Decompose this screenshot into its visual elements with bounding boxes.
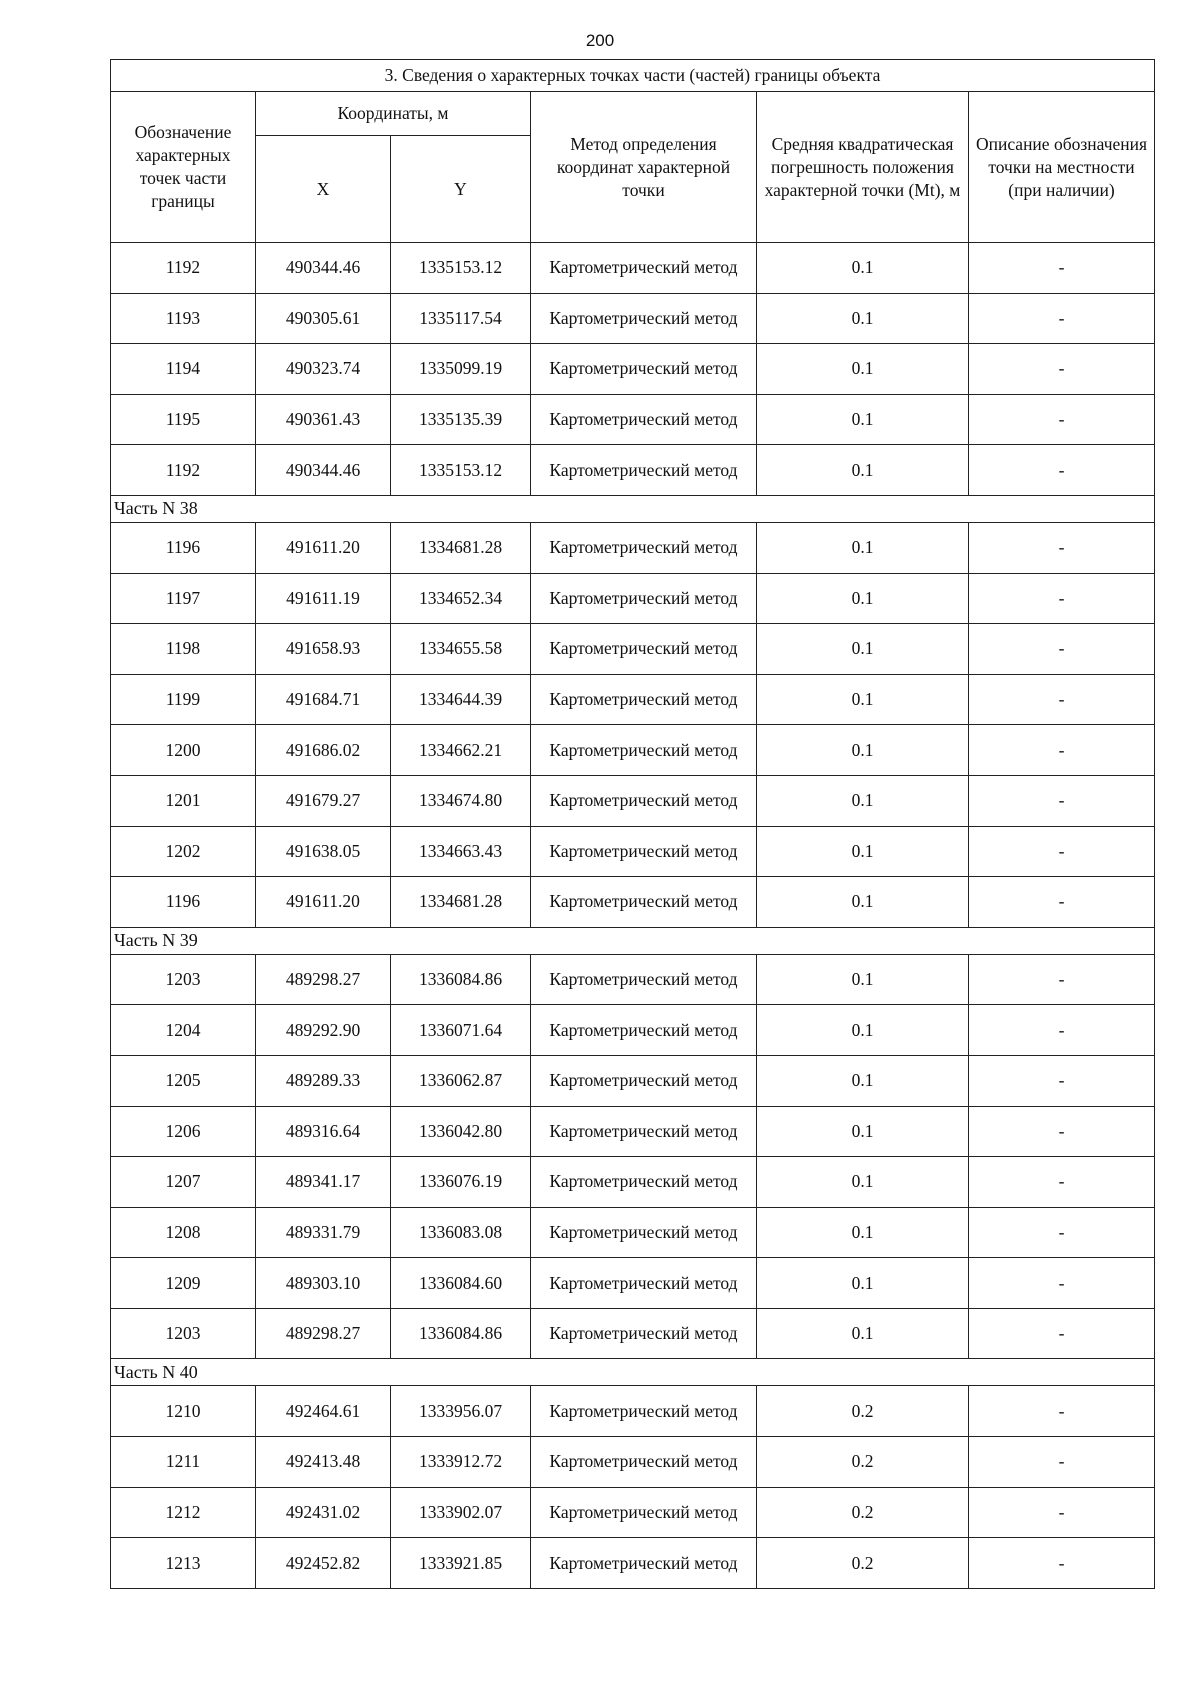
cell-x: 492413.48 xyxy=(256,1437,391,1488)
cell-y: 1336084.86 xyxy=(391,1308,531,1359)
cell-method: Картометрический метод xyxy=(531,1055,757,1106)
cell-y: 1335153.12 xyxy=(391,243,531,294)
cell-description: - xyxy=(969,243,1155,294)
table-row xyxy=(111,775,1155,826)
cell-y: 1336084.60 xyxy=(391,1258,531,1309)
table-row xyxy=(111,522,1155,573)
cell-point: 1210 xyxy=(111,1386,256,1437)
table-row xyxy=(111,293,1155,344)
cell-y: 1336083.08 xyxy=(391,1207,531,1258)
table-row xyxy=(111,394,1155,445)
cell-y: 1335135.39 xyxy=(391,394,531,445)
cell-x: 492452.82 xyxy=(256,1538,391,1589)
table-row xyxy=(111,1386,1155,1437)
cell-error: 0.1 xyxy=(757,522,969,573)
page-number: 200 xyxy=(585,31,615,50)
cell-x: 491638.05 xyxy=(256,826,391,877)
cell-error: 0.2 xyxy=(757,1538,969,1589)
cell-x: 491686.02 xyxy=(256,725,391,776)
cell-description: - xyxy=(969,1005,1155,1056)
cell-y: 1334663.43 xyxy=(391,826,531,877)
part-row xyxy=(111,927,1155,954)
section-title: 3. Сведения о характерных точках части (частей) границы объекта xyxy=(111,60,1155,92)
table-row xyxy=(111,826,1155,877)
cell-y: 1335153.12 xyxy=(391,445,531,496)
header-point-label: Обозначение характерных точек части границы xyxy=(111,92,256,243)
table-row xyxy=(111,1106,1155,1157)
cell-x: 492431.02 xyxy=(256,1487,391,1538)
table-row xyxy=(111,674,1155,725)
cell-description: - xyxy=(969,1308,1155,1359)
cell-point: 1207 xyxy=(111,1157,256,1208)
cell-description: - xyxy=(969,445,1155,496)
table-row xyxy=(111,1207,1155,1258)
cell-method: Картометрический метод xyxy=(531,445,757,496)
cell-x: 489298.27 xyxy=(256,1308,391,1359)
header-error: Средняя квадратическая погрешность положения характерной точки (Mt), м xyxy=(757,92,969,243)
cell-error: 0.1 xyxy=(757,243,969,294)
cell-error: 0.2 xyxy=(757,1386,969,1437)
cell-method: Картометрический метод xyxy=(531,243,757,294)
cell-y: 1334662.21 xyxy=(391,725,531,776)
cell-error: 0.1 xyxy=(757,954,969,1005)
table-row xyxy=(111,877,1155,928)
part-label: Часть N 39 xyxy=(111,927,1155,954)
cell-y: 1334644.39 xyxy=(391,674,531,725)
cell-y: 1333902.07 xyxy=(391,1487,531,1538)
cell-error: 0.1 xyxy=(757,1258,969,1309)
cell-method: Картометрический метод xyxy=(531,1487,757,1538)
cell-method: Картометрический метод xyxy=(531,1157,757,1208)
cell-x: 491684.71 xyxy=(256,674,391,725)
cell-point: 1204 xyxy=(111,1005,256,1056)
cell-error: 0.1 xyxy=(757,573,969,624)
cell-point: 1194 xyxy=(111,344,256,395)
cell-point: 1201 xyxy=(111,775,256,826)
cell-x: 491611.20 xyxy=(256,877,391,928)
cell-description: - xyxy=(969,1258,1155,1309)
cell-error: 0.1 xyxy=(757,1055,969,1106)
cell-x: 489316.64 xyxy=(256,1106,391,1157)
cell-y: 1334652.34 xyxy=(391,573,531,624)
cell-y: 1336062.87 xyxy=(391,1055,531,1106)
table-row xyxy=(111,344,1155,395)
cell-description: - xyxy=(969,1487,1155,1538)
table-row xyxy=(111,1308,1155,1359)
header-description: Описание обозначения точки на местности (при наличии) xyxy=(969,92,1155,243)
cell-point: 1200 xyxy=(111,725,256,776)
cell-error: 0.1 xyxy=(757,725,969,776)
cell-error: 0.1 xyxy=(757,624,969,675)
cell-y: 1336076.19 xyxy=(391,1157,531,1208)
cell-point: 1196 xyxy=(111,522,256,573)
cell-method: Картометрический метод xyxy=(531,674,757,725)
table-row xyxy=(111,1055,1155,1106)
cell-description: - xyxy=(969,344,1155,395)
cell-point: 1192 xyxy=(111,243,256,294)
cell-method: Картометрический метод xyxy=(531,1005,757,1056)
cell-method: Картометрический метод xyxy=(531,775,757,826)
cell-description: - xyxy=(969,674,1155,725)
cell-y: 1334674.80 xyxy=(391,775,531,826)
cell-x: 492464.61 xyxy=(256,1386,391,1437)
cell-y: 1333912.72 xyxy=(391,1437,531,1488)
cell-method: Картометрический метод xyxy=(531,293,757,344)
cell-description: - xyxy=(969,522,1155,573)
table-row xyxy=(111,573,1155,624)
cell-error: 0.1 xyxy=(757,877,969,928)
cell-y: 1336084.86 xyxy=(391,954,531,1005)
cell-method: Картометрический метод xyxy=(531,826,757,877)
cell-point: 1208 xyxy=(111,1207,256,1258)
cell-method: Картометрический метод xyxy=(531,344,757,395)
cell-error: 0.1 xyxy=(757,1157,969,1208)
cell-method: Картометрический метод xyxy=(531,954,757,1005)
table-row xyxy=(111,243,1155,294)
cell-x: 491658.93 xyxy=(256,624,391,675)
cell-y: 1334681.28 xyxy=(391,522,531,573)
cell-description: - xyxy=(969,775,1155,826)
cell-y: 1333956.07 xyxy=(391,1386,531,1437)
cell-x: 489341.17 xyxy=(256,1157,391,1208)
cell-method: Картометрический метод xyxy=(531,877,757,928)
header-method: Метод определения координат характерной точки xyxy=(531,92,757,243)
cell-point: 1211 xyxy=(111,1437,256,1488)
cell-method: Картометрический метод xyxy=(531,1386,757,1437)
table-row xyxy=(111,1437,1155,1488)
cell-description: - xyxy=(969,293,1155,344)
table-row xyxy=(111,624,1155,675)
cell-point: 1192 xyxy=(111,445,256,496)
cell-method: Картометрический метод xyxy=(531,522,757,573)
table-row xyxy=(111,725,1155,776)
cell-x: 491611.20 xyxy=(256,522,391,573)
cell-description: - xyxy=(969,1437,1155,1488)
cell-point: 1197 xyxy=(111,573,256,624)
cell-point: 1205 xyxy=(111,1055,256,1106)
cell-point: 1202 xyxy=(111,826,256,877)
table-row xyxy=(111,1258,1155,1309)
cell-x: 491679.27 xyxy=(256,775,391,826)
cell-description: - xyxy=(969,624,1155,675)
table-row xyxy=(111,954,1155,1005)
cell-point: 1196 xyxy=(111,877,256,928)
cell-point: 1206 xyxy=(111,1106,256,1157)
table-row xyxy=(111,1005,1155,1056)
table-row xyxy=(111,1538,1155,1589)
part-label: Часть N 40 xyxy=(111,1359,1155,1386)
cell-error: 0.2 xyxy=(757,1487,969,1538)
cell-description: - xyxy=(969,1538,1155,1589)
cell-description: - xyxy=(969,725,1155,776)
cell-description: - xyxy=(969,954,1155,1005)
cell-y: 1335099.19 xyxy=(391,344,531,395)
cell-point: 1193 xyxy=(111,293,256,344)
cell-point: 1213 xyxy=(111,1538,256,1589)
cell-x: 489303.10 xyxy=(256,1258,391,1309)
cell-method: Картометрический метод xyxy=(531,1437,757,1488)
cell-point: 1199 xyxy=(111,674,256,725)
boundary-points-table xyxy=(110,59,1155,1589)
cell-error: 0.1 xyxy=(757,1207,969,1258)
cell-error: 0.1 xyxy=(757,1308,969,1359)
cell-y: 1334655.58 xyxy=(391,624,531,675)
cell-point: 1195 xyxy=(111,394,256,445)
table-row xyxy=(111,1487,1155,1538)
cell-y: 1336042.80 xyxy=(391,1106,531,1157)
cell-method: Картометрический метод xyxy=(531,1538,757,1589)
part-label: Часть N 38 xyxy=(111,495,1155,522)
cell-error: 0.1 xyxy=(757,293,969,344)
table-row xyxy=(111,1157,1155,1208)
cell-y: 1333921.85 xyxy=(391,1538,531,1589)
part-row xyxy=(111,495,1155,522)
header-coordinates: Координаты, м xyxy=(256,92,531,136)
cell-description: - xyxy=(969,877,1155,928)
part-row xyxy=(111,1359,1155,1386)
header-y: Y xyxy=(391,136,531,243)
cell-error: 0.1 xyxy=(757,775,969,826)
cell-x: 489289.33 xyxy=(256,1055,391,1106)
cell-y: 1336071.64 xyxy=(391,1005,531,1056)
cell-point: 1212 xyxy=(111,1487,256,1538)
cell-error: 0.1 xyxy=(757,344,969,395)
table-row xyxy=(111,445,1155,496)
cell-point: 1209 xyxy=(111,1258,256,1309)
cell-x: 491611.19 xyxy=(256,573,391,624)
cell-error: 0.1 xyxy=(757,394,969,445)
cell-x: 490361.43 xyxy=(256,394,391,445)
cell-point: 1198 xyxy=(111,624,256,675)
cell-method: Картометрический метод xyxy=(531,1258,757,1309)
cell-error: 0.1 xyxy=(757,826,969,877)
cell-description: - xyxy=(969,1157,1155,1208)
cell-method: Картометрический метод xyxy=(531,1207,757,1258)
cell-method: Картометрический метод xyxy=(531,1308,757,1359)
cell-method: Картометрический метод xyxy=(531,1106,757,1157)
cell-description: - xyxy=(969,826,1155,877)
cell-error: 0.1 xyxy=(757,445,969,496)
cell-y: 1334681.28 xyxy=(391,877,531,928)
cell-error: 0.2 xyxy=(757,1437,969,1488)
cell-x: 490344.46 xyxy=(256,445,391,496)
cell-x: 490344.46 xyxy=(256,243,391,294)
cell-x: 489331.79 xyxy=(256,1207,391,1258)
cell-description: - xyxy=(969,1106,1155,1157)
cell-method: Картометрический метод xyxy=(531,573,757,624)
cell-x: 490323.74 xyxy=(256,344,391,395)
cell-error: 0.1 xyxy=(757,674,969,725)
header-x: X xyxy=(256,136,391,243)
cell-error: 0.1 xyxy=(757,1005,969,1056)
cell-method: Картометрический метод xyxy=(531,725,757,776)
cell-method: Картометрический метод xyxy=(531,624,757,675)
cell-x: 489292.90 xyxy=(256,1005,391,1056)
cell-description: - xyxy=(969,1386,1155,1437)
cell-method: Картометрический метод xyxy=(531,394,757,445)
cell-point: 1203 xyxy=(111,954,256,1005)
cell-description: - xyxy=(969,1207,1155,1258)
cell-description: - xyxy=(969,1055,1155,1106)
cell-point: 1203 xyxy=(111,1308,256,1359)
cell-x: 490305.61 xyxy=(256,293,391,344)
cell-x: 489298.27 xyxy=(256,954,391,1005)
cell-description: - xyxy=(969,573,1155,624)
cell-y: 1335117.54 xyxy=(391,293,531,344)
cell-error: 0.1 xyxy=(757,1106,969,1157)
cell-description: - xyxy=(969,394,1155,445)
